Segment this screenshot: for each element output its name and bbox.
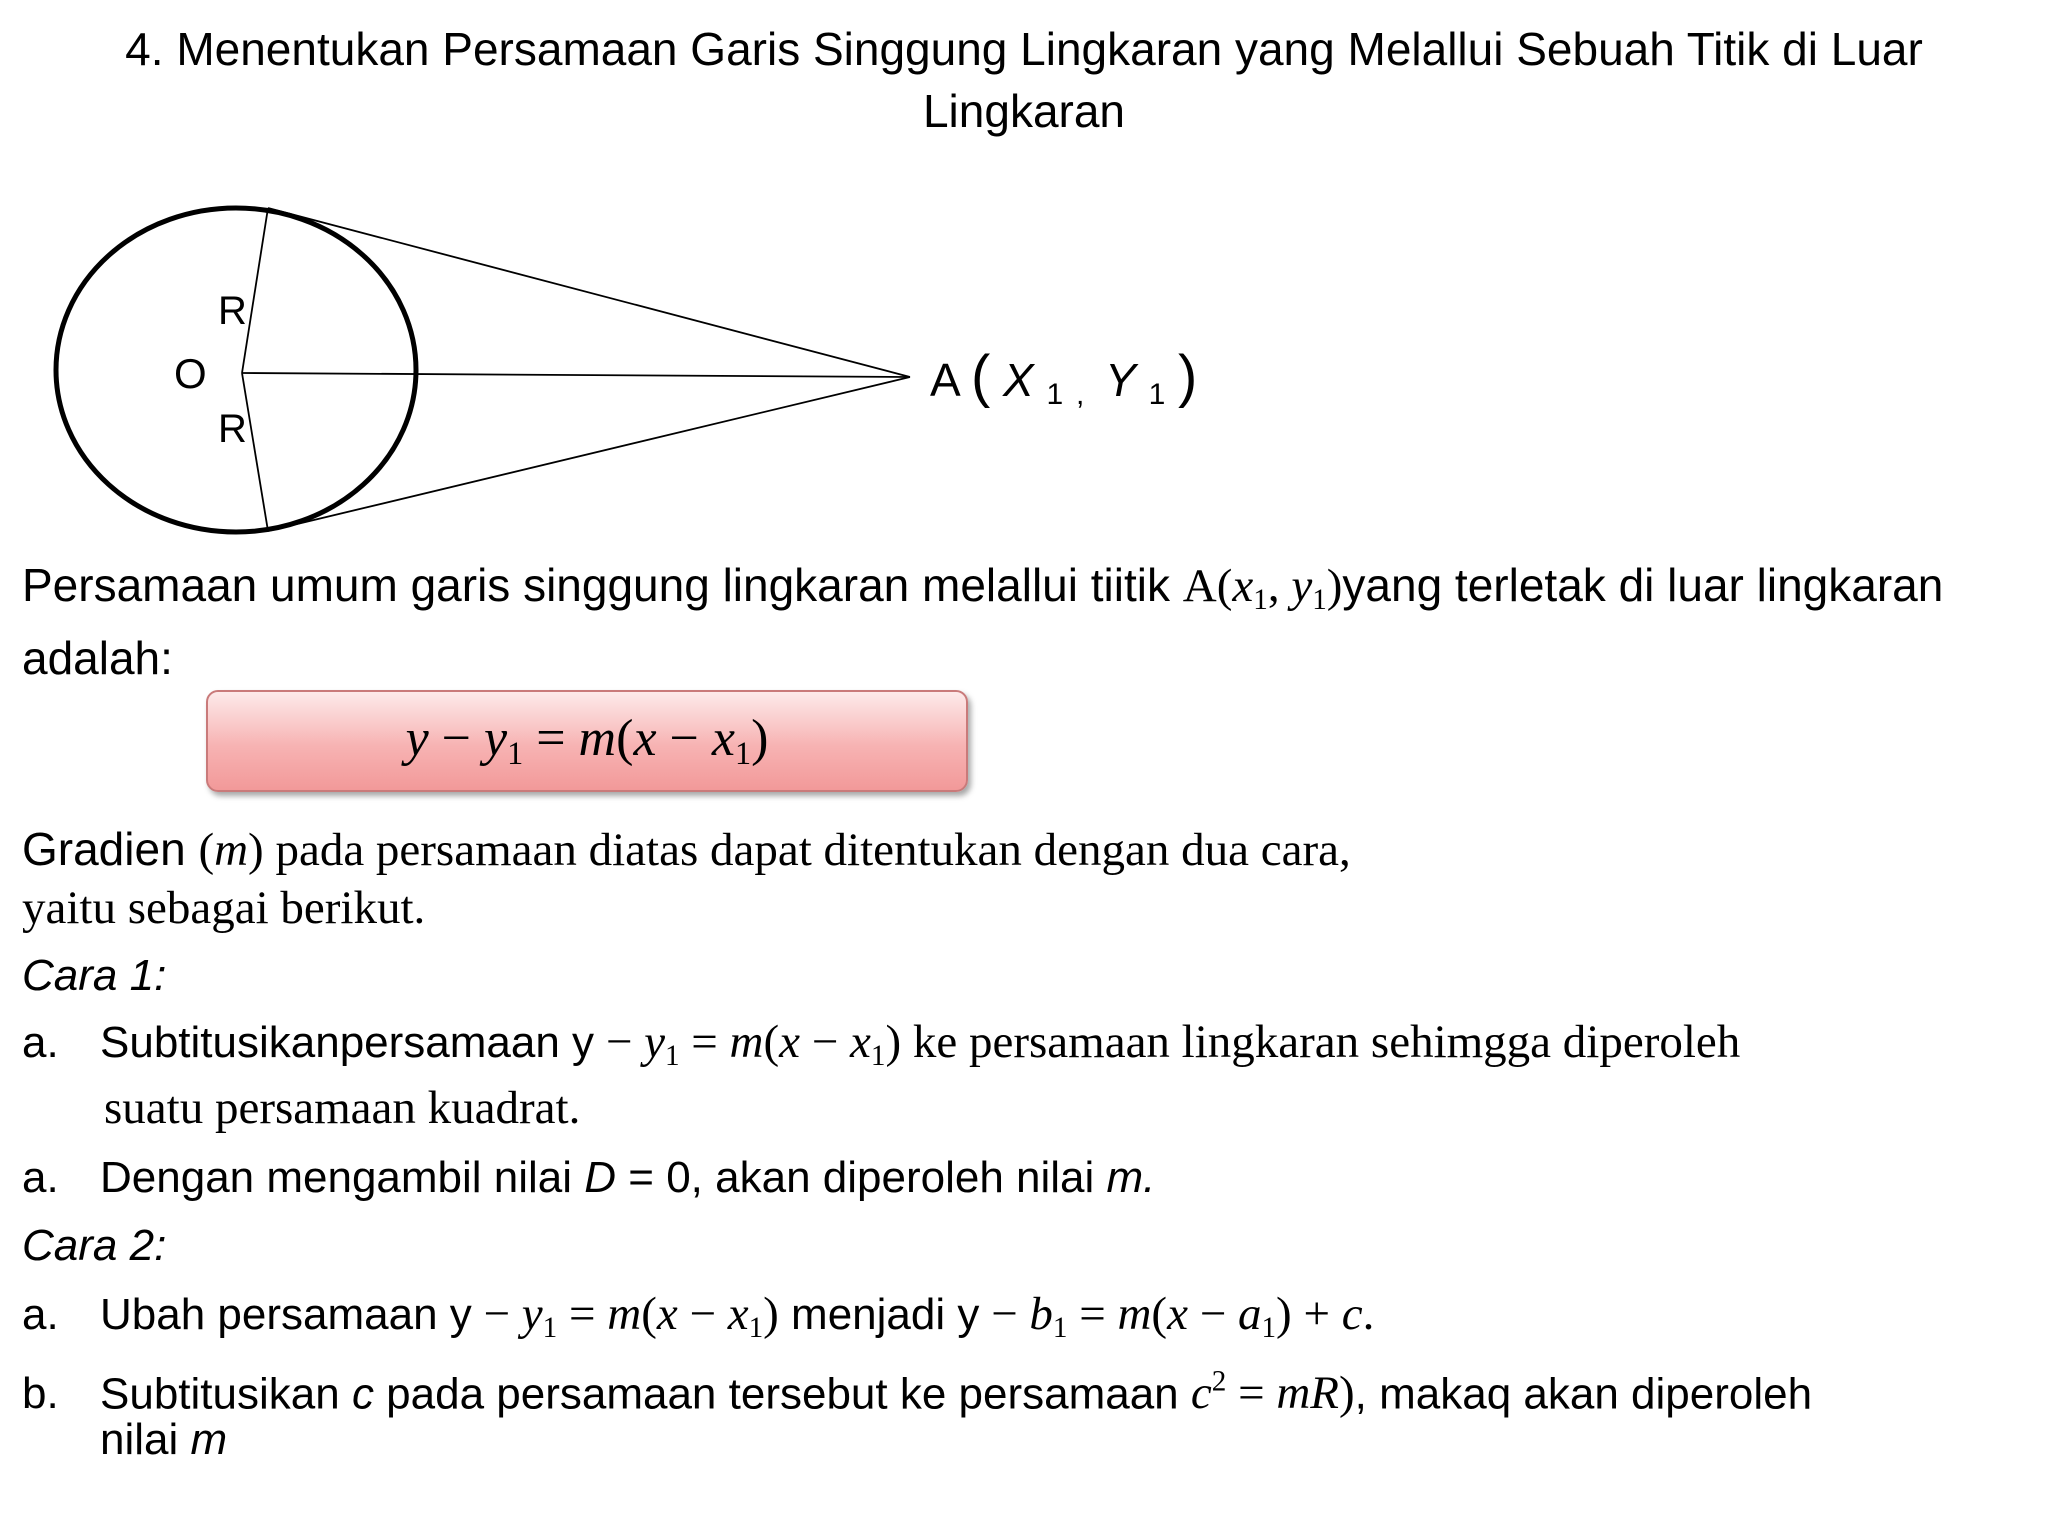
cara1-a-text2: ke persamaan lingkaran sehimgga diperoleh — [901, 1016, 1741, 1068]
cara1-a-x: x — [779, 1016, 801, 1068]
gradien-word: Gradien — [22, 823, 199, 875]
formula-y1-sub: 1 — [507, 735, 524, 772]
formula-y1: y — [484, 710, 508, 768]
formula-text — [406, 709, 769, 772]
slide-title — [0, 18, 2048, 142]
cara1-a-text1: Subtitusikanpersamaan y — [100, 1018, 595, 1067]
intro-A: A — [1182, 560, 1217, 612]
cara1-item-b — [22, 1150, 1155, 1206]
title-line-1: 4. Menentukan Persamaan Garis Singgung Lingkaran yang Melallui Sebuah Titik di Luar — [125, 23, 1923, 75]
cara1-a-eq: = — [679, 1016, 730, 1068]
cara1-item-a-line2: suatu persamaan kuadrat. — [104, 1082, 581, 1134]
cara1-a-minus: − — [594, 1016, 645, 1068]
cara1-a-sub2: 1 — [870, 1040, 886, 1073]
gradien-m-group — [198, 824, 1350, 876]
cara2-a-sub3: 1 — [1052, 1312, 1068, 1345]
cara1-a-close: ) — [885, 1016, 902, 1068]
formula-y: y — [405, 710, 429, 768]
point-A-y-sub: 1 — [1148, 378, 1166, 411]
formula-equals: = — [523, 710, 579, 768]
cara2-a-close: ) — [763, 1288, 779, 1340]
gradien-paragraph — [22, 820, 2022, 937]
intro-x: x — [1232, 560, 1254, 612]
cara2-b-close: ) — [1339, 1367, 1355, 1420]
intro-line-2: adalah: — [22, 632, 173, 685]
gradien-line-2: yaitu sebagai berikut. — [22, 882, 426, 934]
cara2-a-minus3: − — [979, 1288, 1030, 1340]
formula-minus-1: − — [428, 710, 484, 768]
tangent-diagram — [0, 180, 1200, 560]
formula-x1-sub: 1 — [734, 735, 752, 772]
intro-close: ) — [1326, 560, 1343, 612]
intro-paragraph — [22, 556, 2032, 687]
formula-m: m — [578, 710, 617, 768]
cara2-a-minus: − — [471, 1288, 522, 1340]
cara2-a-minus4: − — [1187, 1288, 1238, 1340]
tangent-line-bottom — [268, 377, 910, 531]
cara2-b-sup: 2 — [1211, 1366, 1227, 1398]
cara1-a-y: y — [644, 1016, 665, 1068]
cara2-a-open: ( — [641, 1288, 657, 1340]
point-A-comma: , — [1075, 378, 1085, 411]
cara2-a-b: b — [1029, 1288, 1053, 1340]
cara2-a-dot: . — [1362, 1288, 1375, 1340]
gradien-rest: pada persamaan diatas dapat ditentukan dengan dua cara, — [263, 824, 1351, 876]
cara1-item-a — [22, 1014, 1740, 1084]
cara2-a-m: m — [607, 1288, 642, 1340]
general-formula-box — [206, 690, 968, 792]
cara1-b-m: m. — [1106, 1153, 1156, 1202]
cara1-a-math — [594, 1016, 1741, 1073]
cara2-b-text2: pada persamaan tersebut ke persamaan — [373, 1369, 1191, 1419]
radius-label-top: R — [218, 289, 247, 333]
cara2-a-y: y — [521, 1288, 543, 1340]
point-A-x: X — [1003, 354, 1034, 406]
cara2-item-a-label: a. — [22, 1290, 59, 1339]
cara1-b-text1: Dengan mengambil nilai — [100, 1153, 585, 1202]
cara1-a-open: ( — [763, 1016, 780, 1068]
point-A-close-paren: ) — [1178, 344, 1198, 409]
intro-sub1: 1 — [1253, 584, 1268, 617]
circle — [56, 208, 416, 532]
radius-line-bottom — [242, 373, 268, 531]
tangent-line-top — [268, 208, 910, 377]
cara2-b-c2: c — [1190, 1367, 1212, 1420]
cara2-a-plus: + — [1291, 1288, 1342, 1340]
gradien-m: m — [214, 824, 249, 876]
point-A-y: Y — [1105, 354, 1136, 406]
cara2-item-b-label: b. — [22, 1369, 59, 1419]
cara2-a-a: a — [1237, 1288, 1262, 1340]
cara2-item-b — [22, 1354, 1812, 1422]
cara1-a-m: m — [729, 1016, 764, 1068]
intro-text-before: Persamaan umum garis singgung lingkaran melallui tiitik — [22, 559, 1183, 611]
intro-point-A — [1182, 560, 1343, 617]
cara2-b-text3: , makaq akan diperoleh — [1354, 1369, 1813, 1419]
cara2-a-c: c — [1341, 1288, 1363, 1340]
cara2-a-eq: = — [557, 1288, 608, 1340]
cara2-item-a — [22, 1286, 1374, 1356]
cara2-a-text1: Ubah persamaan y — [100, 1290, 472, 1339]
intro-text-after: yang terletak di luar lingkaran — [1342, 559, 1944, 611]
cara1-a-x1: x — [850, 1016, 871, 1068]
formula-close: ) — [751, 710, 769, 768]
point-A-label — [930, 344, 1197, 414]
cara1-a-minus2: − — [800, 1016, 851, 1068]
cara2-a-sub4: 1 — [1261, 1312, 1277, 1345]
cara2-item-b-line2 — [100, 1412, 227, 1468]
cara2-a-text2: menjadi y — [778, 1290, 980, 1339]
cara2-a-x2: x — [1167, 1288, 1188, 1340]
formula-minus-2: − — [656, 710, 712, 768]
formula-open: ( — [616, 710, 634, 768]
intro-comma: , — [1267, 560, 1292, 612]
point-A-open-paren: ( — [970, 344, 991, 409]
cara2-a-x: x — [656, 1288, 678, 1340]
intro-sub2: 1 — [1312, 584, 1327, 617]
cara2-heading: Cara 2: — [22, 1221, 167, 1270]
intro-open: ( — [1216, 560, 1233, 612]
cara2-b-c: c — [351, 1369, 374, 1419]
radius-label-bottom: R — [218, 407, 247, 451]
cara1-item-b-label: a. — [22, 1153, 59, 1202]
cara2-a-m2: m — [1117, 1288, 1152, 1340]
title-line-2: Lingkaran — [922, 85, 1126, 137]
cara2-a-close2: ) — [1276, 1288, 1292, 1340]
formula-x: x — [633, 710, 657, 768]
cara1-b-D: D — [584, 1153, 617, 1202]
intro-line-1 — [22, 556, 2032, 629]
point-A-x-sub: 1 — [1046, 378, 1064, 411]
cara2-a-minus2: − — [677, 1288, 728, 1340]
point-A-letter: A — [930, 354, 959, 406]
cara2-a-eq2: = — [1067, 1288, 1118, 1340]
gradien-m-open: ( — [198, 824, 215, 876]
cara2-a-math2 — [979, 1288, 1375, 1345]
cara1-b-text2: = 0, akan diperoleh nilai — [616, 1153, 1107, 1202]
cara2-b-mR: mR — [1276, 1367, 1339, 1420]
cara2-b-m: m — [190, 1415, 228, 1464]
cara2-b-text1: Subtitusikan — [100, 1369, 352, 1419]
cara1-item-a-label: a. — [22, 1018, 59, 1067]
cara2-a-sub2: 1 — [748, 1312, 764, 1345]
cara2-a-open2: ( — [1151, 1288, 1168, 1340]
cara2-b-eq: = — [1226, 1367, 1277, 1420]
gradien-line-1 — [22, 820, 2022, 879]
cara2-a-x1: x — [727, 1288, 749, 1340]
center-label: O — [174, 350, 207, 397]
cara1-heading: Cara 1: — [22, 951, 167, 1000]
cara2-a-sub1: 1 — [542, 1312, 558, 1345]
intro-y: y — [1291, 560, 1313, 612]
center-to-point-line — [242, 373, 910, 377]
cara2-b-line2: nilai — [100, 1415, 191, 1464]
cara1-a-sub1: 1 — [664, 1040, 680, 1073]
cara2-a-math1 — [471, 1288, 779, 1345]
cara2-b-math — [1191, 1367, 1355, 1419]
gradien-m-close: ) — [248, 824, 264, 876]
formula-x1: x — [711, 710, 735, 768]
